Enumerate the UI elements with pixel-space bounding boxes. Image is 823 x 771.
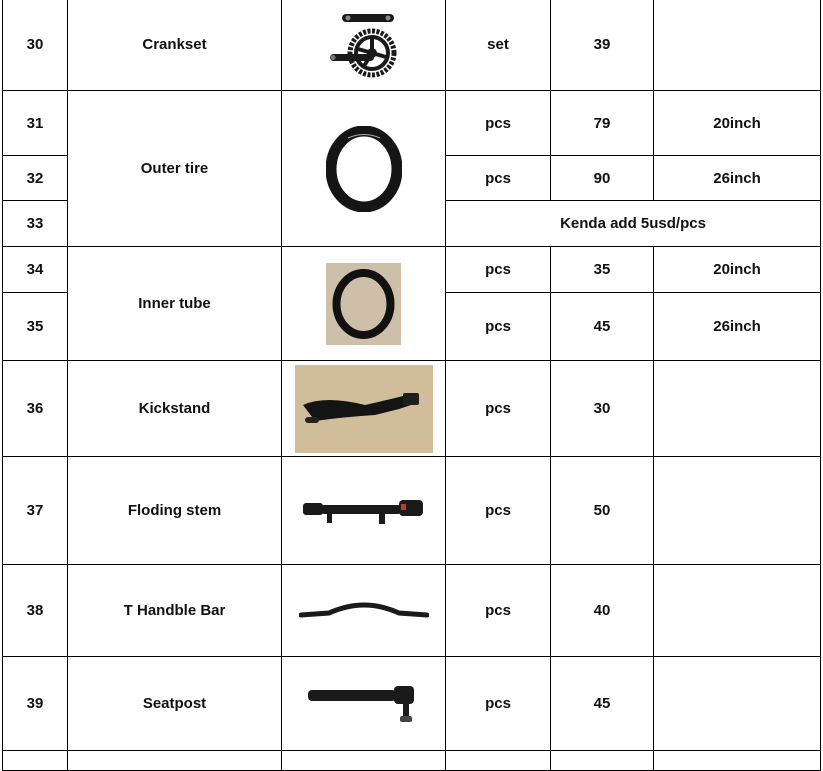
item-number: 36 bbox=[3, 361, 68, 457]
item-number: 33 bbox=[3, 201, 68, 247]
unit: set bbox=[446, 0, 551, 91]
item-number: 35 bbox=[3, 293, 68, 361]
item-number: 34 bbox=[3, 247, 68, 293]
table-row bbox=[3, 657, 821, 751]
note bbox=[654, 457, 821, 565]
kickstand-image bbox=[282, 361, 446, 457]
note bbox=[654, 0, 821, 91]
folding-stem-picture bbox=[301, 494, 427, 528]
item-name: Seatpost bbox=[68, 657, 282, 751]
crankset-picture bbox=[324, 11, 404, 79]
unit: pcs bbox=[446, 457, 551, 565]
crankset-image bbox=[282, 0, 446, 91]
item-name: Inner tube bbox=[68, 247, 282, 361]
note bbox=[654, 657, 821, 751]
seatpost-image bbox=[282, 657, 446, 751]
note: 20inch bbox=[654, 91, 821, 156]
item-number: 38 bbox=[3, 565, 68, 657]
note: 20inch bbox=[654, 247, 821, 293]
parts-price-table bbox=[2, 0, 821, 771]
note bbox=[654, 361, 821, 457]
kickstand-picture bbox=[295, 365, 433, 453]
note bbox=[654, 565, 821, 657]
item-number: 39 bbox=[3, 657, 68, 751]
item-name: T Handble Bar bbox=[68, 565, 282, 657]
table-row bbox=[3, 247, 821, 293]
price: 79 bbox=[551, 91, 654, 156]
price: 90 bbox=[551, 156, 654, 201]
unit: pcs bbox=[446, 565, 551, 657]
price: 39 bbox=[551, 0, 654, 91]
price: 40 bbox=[551, 565, 654, 657]
item-name: Kickstand bbox=[68, 361, 282, 457]
price: 50 bbox=[551, 457, 654, 565]
price: 30 bbox=[551, 361, 654, 457]
table-row bbox=[3, 0, 821, 91]
inner-tube-picture bbox=[326, 263, 401, 345]
outer-tire-picture bbox=[326, 126, 402, 212]
table-row bbox=[3, 361, 821, 457]
unit: pcs bbox=[446, 91, 551, 156]
handlebar-image bbox=[282, 565, 446, 657]
table-row bbox=[3, 457, 821, 565]
price: 35 bbox=[551, 247, 654, 293]
note: 26inch bbox=[654, 156, 821, 201]
remark: Kenda add 5usd/pcs bbox=[446, 201, 821, 247]
note: 26inch bbox=[654, 293, 821, 361]
unit: pcs bbox=[446, 156, 551, 201]
item-name: Crankset bbox=[68, 0, 282, 91]
item-number: 37 bbox=[3, 457, 68, 565]
price: 45 bbox=[551, 657, 654, 751]
inner-tube-image bbox=[282, 247, 446, 361]
item-number: 32 bbox=[3, 156, 68, 201]
unit: pcs bbox=[446, 293, 551, 361]
table-row bbox=[3, 565, 821, 657]
price: 45 bbox=[551, 293, 654, 361]
unit: pcs bbox=[446, 361, 551, 457]
handlebar-picture bbox=[299, 601, 429, 621]
item-number: 31 bbox=[3, 91, 68, 156]
item-number: 30 bbox=[3, 0, 68, 91]
unit: pcs bbox=[446, 247, 551, 293]
folding-stem-image bbox=[282, 457, 446, 565]
item-name: Floding stem bbox=[68, 457, 282, 565]
unit: pcs bbox=[446, 657, 551, 751]
outer-tire-image bbox=[282, 91, 446, 247]
table-row bbox=[3, 91, 821, 156]
item-name: Outer tire bbox=[68, 91, 282, 247]
seatpost-picture bbox=[306, 682, 422, 726]
